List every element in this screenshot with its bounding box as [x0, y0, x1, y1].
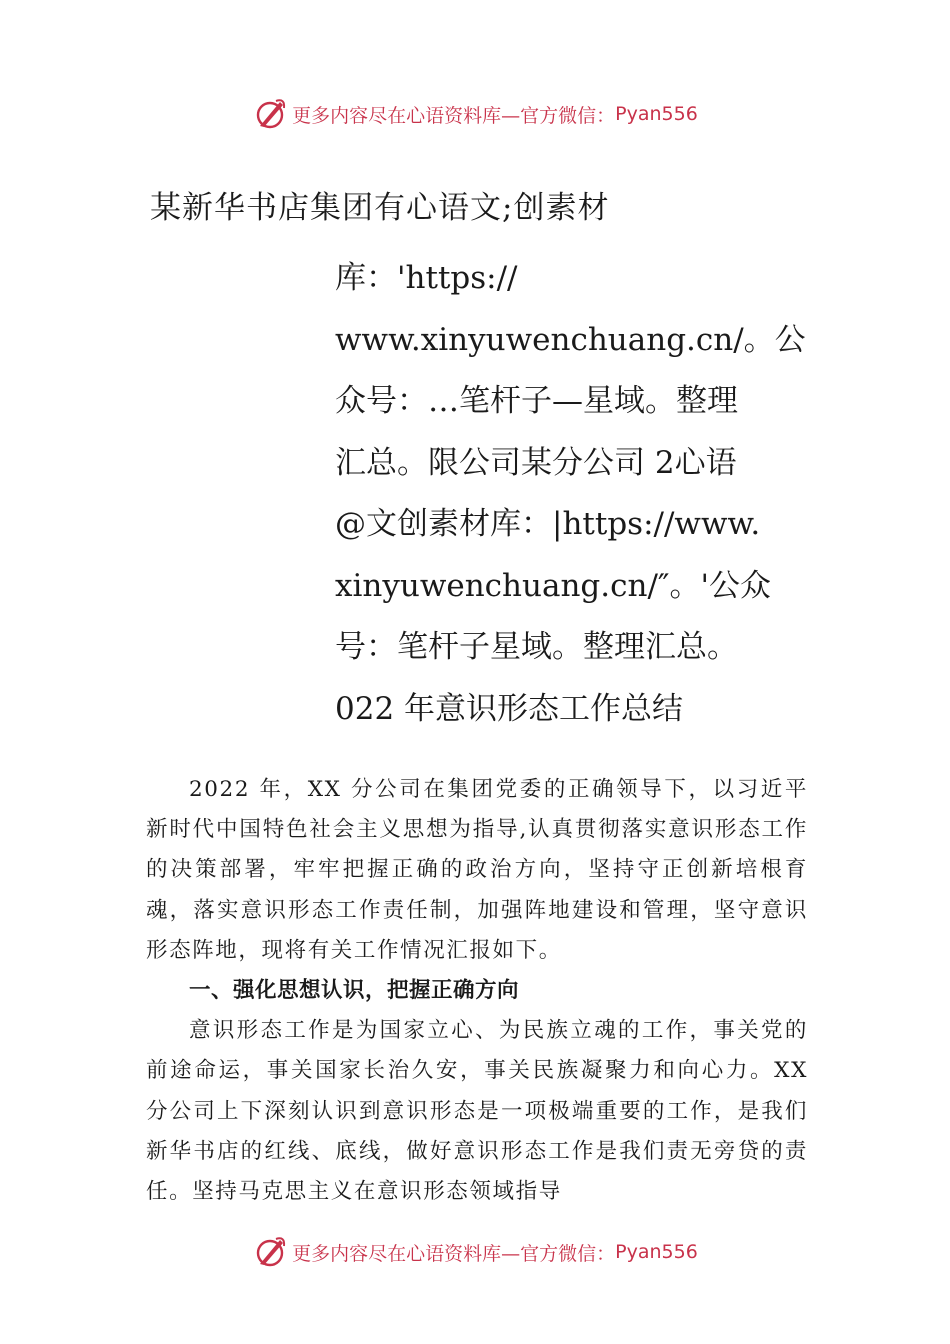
banner-text: 更多内容尽在心语资料库—官方微信： — [292, 104, 616, 127]
title-line: xinyuwenchuang.cn/″。'公众 — [335, 567, 771, 604]
header-banner — [0, 94, 950, 134]
section-1-paragraph: 意识形态工作是为国家立心、为民族立魂的工作，事关党的前途命运，事关国家长治久安，事关民族凝聚力和向心力。XX 分公司上下深刻认识到意识形态是一项极端重要的工作，是我们新华书店的红线、底线，做好意识形态工作是我们责无旁贷的责任。坚持马克思主义在意识形态领域指导 — [146, 1018, 808, 1205]
quill-pen-circle-icon — [252, 1234, 288, 1270]
title-line: www.xinyuwenchuang.cn/。公 — [335, 321, 806, 358]
quill-pen-circle-icon — [252, 96, 288, 132]
document-title — [335, 248, 805, 740]
banner-wechat-id: Pyan556 — [615, 103, 698, 125]
title-line: 022 年意识形态工作总结 — [335, 690, 684, 727]
document-body — [146, 770, 808, 1212]
banner-wechat-id: Pyan556 — [615, 1241, 698, 1263]
footer-banner — [0, 1232, 950, 1272]
banner-text: 更多内容尽在心语资料库—官方微信： — [292, 1242, 616, 1265]
section-1-heading: 一、强化思想认识，把握正确方向 — [189, 978, 520, 1004]
title-line: 库：'https:// — [335, 260, 518, 296]
title-line: 众号：…笔杆子—星域。整理 — [335, 383, 738, 419]
title-line: @文创素材库：|https://www. — [335, 506, 761, 542]
title-line: 汇总。限公司某分公司 2心语 — [335, 444, 737, 481]
title-line: 号：笔杆子星域。整理汇总。 — [335, 629, 738, 665]
document-title-line-1: 某新华书店集团有心语文;创素材 — [150, 190, 610, 226]
intro-paragraph: 2022 年，XX 分公司在集团党委的正确领导下，以习近平新时代中国特色社会主义思想为指导,认真贯彻落实意识形态工作的决策部署，牢牢把握正确的政治方向，坚持守正创新培根育魂，落实意识形态工作责任制，加强阵地建设和管理，坚守意识形态阵地，现将有关工作情况汇报如下。 — [146, 777, 808, 963]
